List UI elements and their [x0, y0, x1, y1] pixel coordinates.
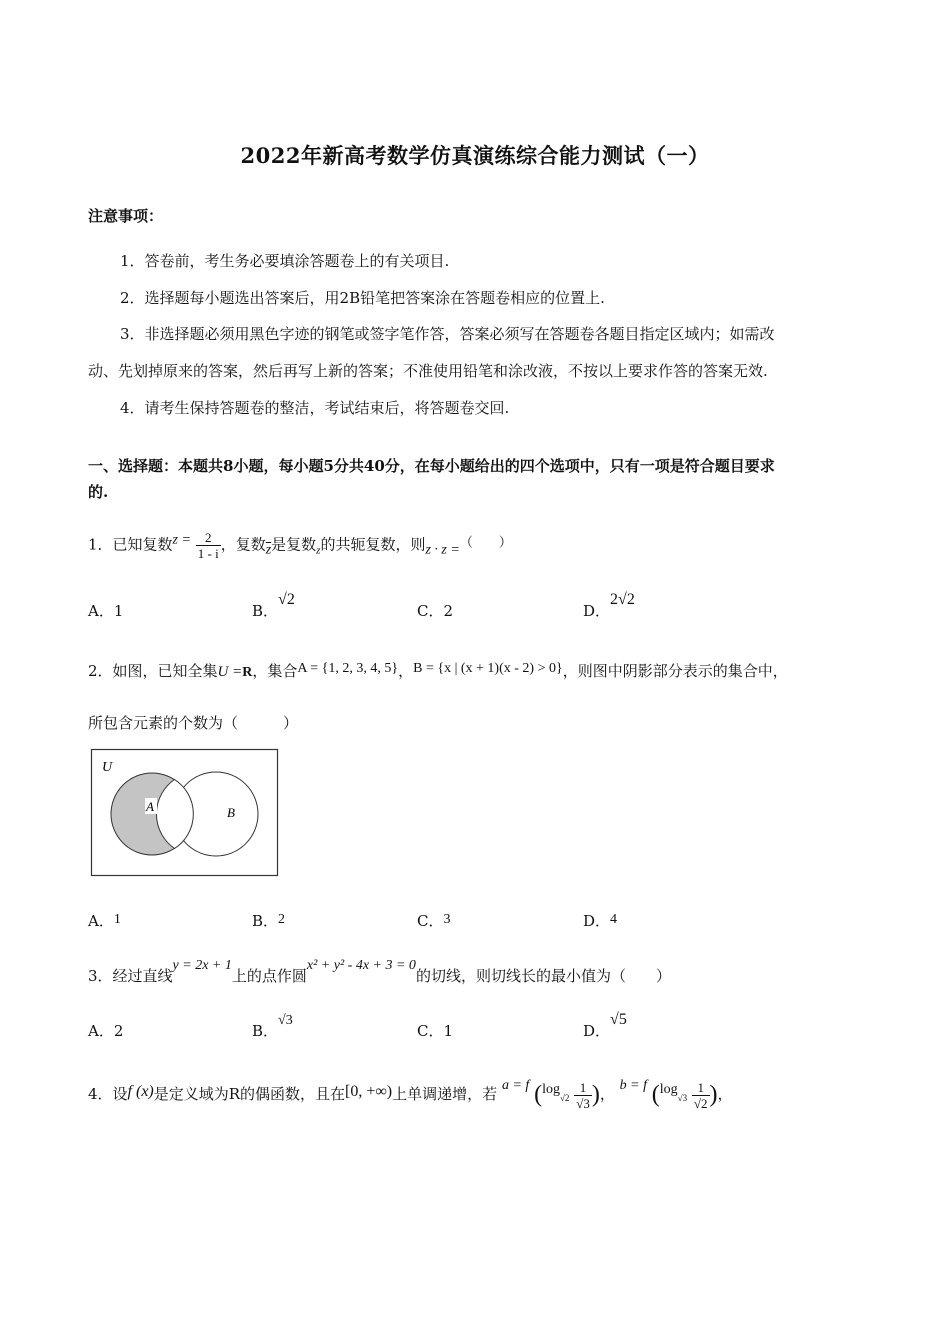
q3-option-a: A．2	[88, 1022, 124, 1040]
venn-label-b: B	[227, 805, 235, 820]
q4-frac1-num: 1	[574, 1080, 592, 1096]
question-2	[88, 660, 788, 681]
q1-fraction	[196, 530, 221, 561]
q4-frac1-den: √3	[576, 1095, 590, 1111]
q4-interval: [0, +∞)	[345, 1083, 393, 1100]
q2-set-b: B = {x | (x + 1)(x - 2) > 0}	[413, 661, 563, 676]
q4-a-paren-close: )	[591, 1081, 600, 1108]
q1-mid1: ，复数	[220, 535, 266, 554]
q4-b-paren-close: )	[709, 1081, 718, 1108]
q2-option-d	[583, 910, 617, 931]
venn-label-a: A	[146, 799, 154, 814]
q1-expr: z · z =	[425, 542, 460, 558]
notice-item-3-cont: 动、先划掉原来的答案，然后再写上新的答案；不准使用铅笔和涂改液，不按以上要求作答的答案无效.	[88, 362, 768, 380]
question-2-cont: 所包含元素的个数为（ ）	[88, 714, 299, 732]
q2-option-b	[252, 910, 285, 931]
q4-b-eq: b = f	[619, 1078, 647, 1093]
q4-log1: log	[542, 1082, 560, 1097]
notice-item-4: 4．请考生保持答题卷的整洁，考试结束后，将答题卷交回.	[120, 399, 510, 417]
q1-option-b	[252, 591, 295, 621]
notice-item-3: 3．非选择题必须用黑色字迹的钢笔或签字笔作答，答案必须写在答题卷各题目指定区域内；如需改	[120, 325, 775, 343]
q2-option-c	[417, 910, 450, 931]
q4-log2-base: √3	[677, 1093, 688, 1103]
q1-zbar: $\overline{z}$	[265, 542, 272, 558]
q3-option-b	[252, 1013, 293, 1041]
q1-frac-den: 1 - i	[197, 546, 219, 561]
q4-prefix: 4．设	[88, 1085, 128, 1103]
q2-option-c-label: C．	[417, 912, 444, 930]
q2-option-c-value: 3	[443, 912, 451, 927]
q4-frac2-num: 1	[692, 1080, 710, 1096]
q3-mid1: 上的点作圆	[231, 967, 307, 985]
section-heading: 一、选择题：本题共8小题，每小题5分共40分，在每小题给出的四个选项中，只有一项是符合题目要求	[88, 457, 775, 475]
q1-mid3: 的共轭复数，则	[320, 535, 426, 554]
q2-option-b-value: 2	[278, 912, 286, 927]
page-title: 2022年新高考数学仿真演练综合能力测试（一）	[240, 143, 710, 168]
q3-suffix: 的切线，则切线长的最小值为（ ）	[415, 967, 671, 985]
venn-label-u: U	[102, 760, 113, 775]
q4-b-paren-open: (	[651, 1081, 660, 1108]
q4-mid1: 是定义域为R的偶函数，且在	[153, 1085, 346, 1103]
q4-comma: ，	[599, 1085, 615, 1103]
q2-option-b-label: B．	[252, 912, 279, 930]
q2-real-set: R	[242, 665, 253, 680]
q1-mid2: 是复数	[271, 535, 317, 554]
q4-end: ，	[717, 1085, 733, 1103]
q1-prefix: 1．已知复数	[88, 535, 173, 554]
q3-option-b-value: √3	[278, 1013, 293, 1028]
q2-option-a	[88, 910, 121, 931]
q2-suffix: ，则图中阴影部分表示的集合中，	[562, 662, 788, 680]
q3-option-d-label: D．	[583, 1022, 611, 1040]
q2-comma: ，	[398, 662, 414, 680]
q2-set-a: A = {1, 2, 3, 4, 5}	[297, 661, 399, 676]
q4-frac2-den: √2	[693, 1095, 708, 1111]
q2-option-d-value: 4	[610, 912, 618, 927]
q2-mid1: ，集合	[252, 662, 298, 680]
q1-option-d	[583, 591, 635, 621]
q3-option-b-label: B．	[252, 1022, 279, 1040]
q4-a-paren-open: (	[534, 1081, 543, 1108]
notice-item-1: 1．答卷前，考生务必要填涂答题卷上的有关项目.	[120, 252, 450, 270]
notice-heading: 注意事项：	[88, 207, 164, 225]
q1-option-c: C．2	[417, 602, 454, 620]
q2-option-a-value: 1	[113, 912, 121, 927]
notice-item-2: 2．选择题每小题选出答案后，用2B铅笔把答案涂在答题卷相应的位置上.	[120, 289, 605, 307]
question-4	[88, 1078, 733, 1111]
q3-line-eq: y = 2x + 1	[172, 958, 232, 973]
section-heading-cont: 的.	[88, 483, 109, 501]
q3-prefix: 3．经过直线	[88, 967, 173, 985]
q1-blank: （ ）	[459, 535, 512, 551]
venn-diagram	[90, 748, 280, 878]
q3-option-d	[583, 1011, 627, 1041]
q1-option-d-value: 2√2	[610, 591, 635, 608]
q2-prefix: 2．如图，已知全集	[88, 662, 218, 680]
q2-option-d-label: D．	[583, 912, 611, 930]
q3-circle-eq: x² + y² - 4x + 3 = 0	[306, 958, 416, 973]
q1-option-a: A．1	[88, 602, 124, 620]
q1-option-b-value: √2	[278, 591, 295, 608]
q4-log1-base: √2	[559, 1093, 570, 1103]
q1-z-eq: z =	[172, 532, 191, 548]
q1-frac-num: 2	[196, 530, 221, 546]
q3-option-d-value: √5	[610, 1011, 627, 1028]
q4-fx: f (x)	[127, 1083, 154, 1100]
question-3	[88, 958, 671, 986]
q1-z: z	[316, 544, 321, 557]
q2-u-eq: U =	[217, 664, 243, 680]
q2-option-a-label: A．	[88, 912, 114, 930]
q4-log2: log	[659, 1082, 678, 1097]
q1-option-b-label: B．	[252, 602, 279, 620]
q4-mid2: 上单调递增，若	[392, 1085, 498, 1103]
q4-a-eq: a = f	[501, 1078, 530, 1093]
q4-frac1	[574, 1080, 592, 1111]
q1-option-d-label: D．	[583, 602, 611, 620]
question-1	[88, 530, 512, 561]
q4-frac2	[692, 1080, 710, 1111]
q3-option-c: C．1	[417, 1022, 454, 1040]
